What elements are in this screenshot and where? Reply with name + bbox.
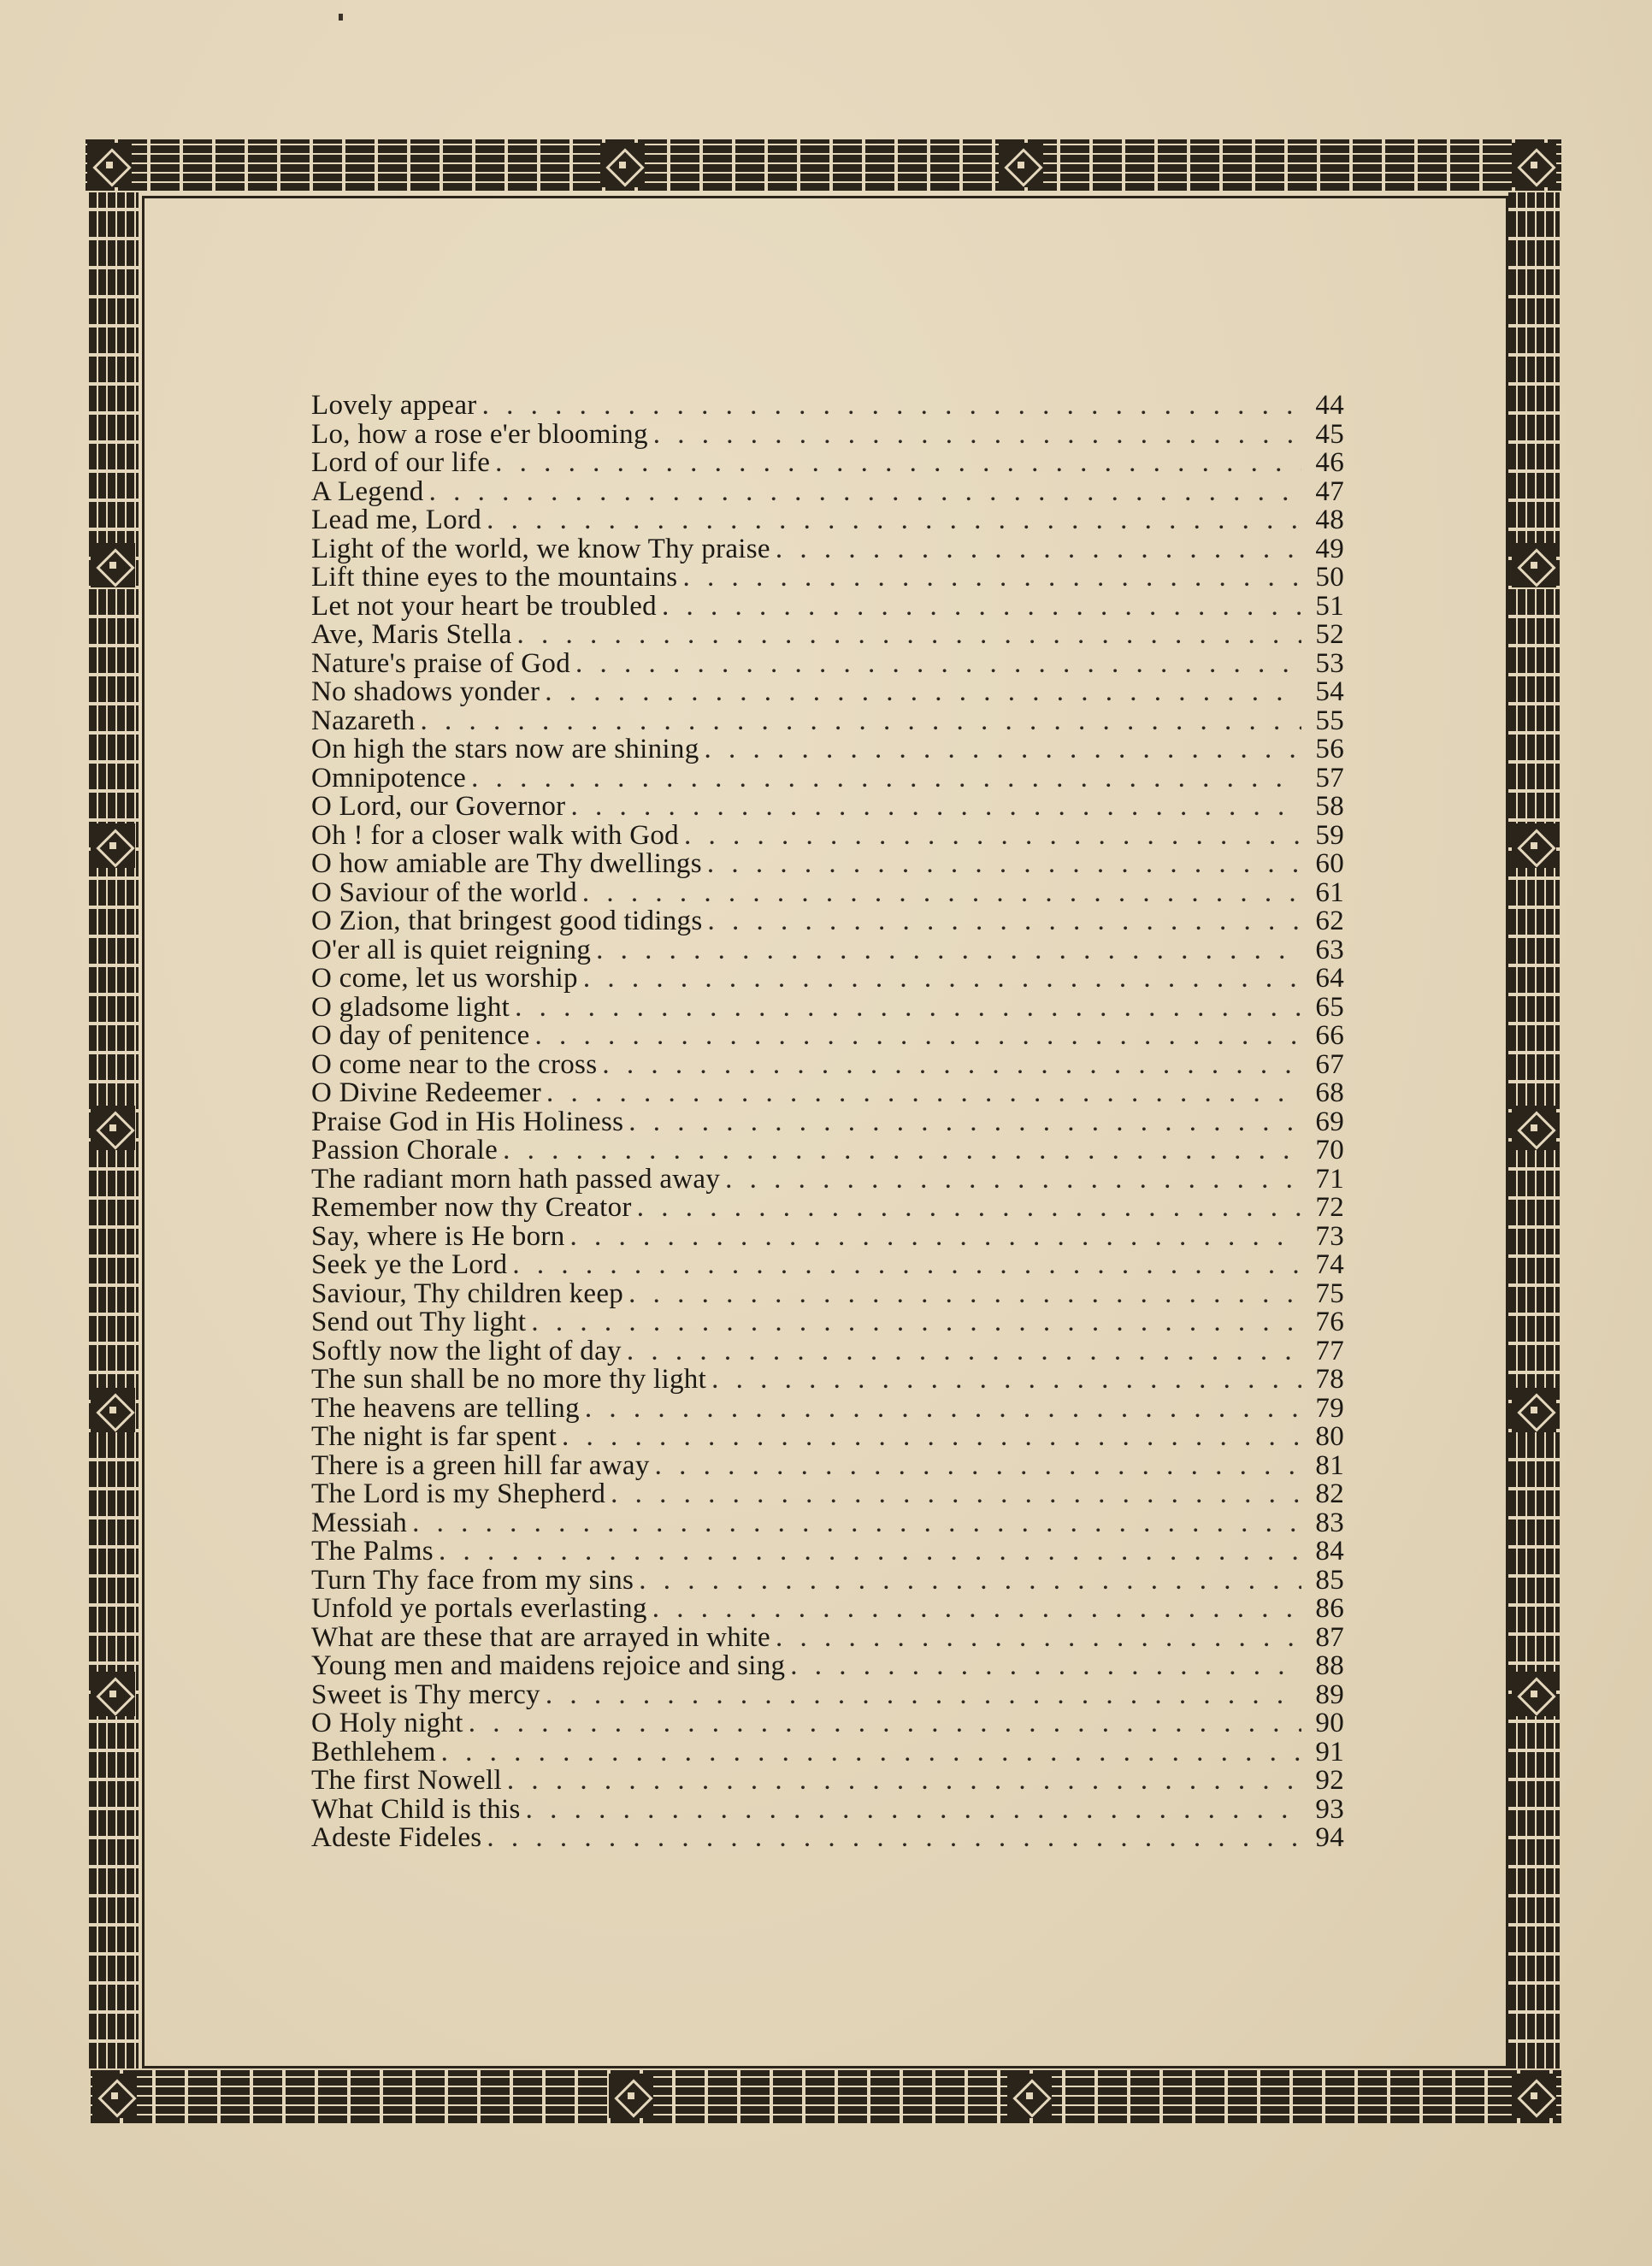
entry-title: On high the stars now are shining xyxy=(311,734,699,764)
dot-leader xyxy=(503,1136,1301,1165)
contents-entry xyxy=(311,707,1344,736)
dot-leader xyxy=(412,1509,1301,1538)
contents-entry xyxy=(311,1621,1344,1653)
entry-page-number: 84 xyxy=(1315,1536,1344,1567)
contents-entry xyxy=(311,819,1344,851)
entry-title: Sweet is Thy mercy xyxy=(311,1679,540,1710)
right-medallion-ornament xyxy=(1512,543,1556,587)
entry-title: Seek ye the Lord xyxy=(311,1249,508,1280)
dot-leader xyxy=(637,1194,1301,1223)
left-medallion-ornament xyxy=(91,1106,135,1150)
dot-leader xyxy=(684,822,1301,851)
entry-title: There is a green hill far away xyxy=(311,1449,650,1481)
entry-title: Lead me, Lord xyxy=(311,505,482,535)
contents-entry xyxy=(311,1366,1344,1395)
dot-leader xyxy=(711,1366,1301,1395)
contents-entry xyxy=(311,590,1344,622)
entry-page-number: 49 xyxy=(1315,533,1344,564)
entry-title: What Child is this xyxy=(311,1793,521,1825)
dot-leader xyxy=(652,1595,1301,1624)
entry-title: O Saviour of the world xyxy=(311,876,577,908)
contents-entry xyxy=(311,1220,1344,1252)
entry-page-number: 88 xyxy=(1315,1650,1344,1681)
contents-entry xyxy=(311,418,1344,450)
left-medallion-ornament xyxy=(91,823,135,868)
corner-ornament-bottom-left xyxy=(92,2074,137,2118)
contents-entry xyxy=(311,1537,1344,1567)
contents-list xyxy=(311,392,1344,1853)
dot-leader xyxy=(628,1280,1301,1309)
dot-leader xyxy=(628,1108,1301,1137)
dot-leader xyxy=(531,1308,1301,1337)
entry-title: Let not your heart be troubled xyxy=(311,590,657,622)
dot-leader xyxy=(487,1824,1301,1853)
entry-title: Passion Chorale xyxy=(311,1135,499,1165)
entry-title: Lo, how a rose e'er blooming xyxy=(311,418,648,450)
entry-page-number: 56 xyxy=(1315,734,1344,764)
entry-title: The Lord is my Shepherd xyxy=(311,1478,606,1509)
contents-entry xyxy=(311,764,1344,794)
contents-entry xyxy=(311,850,1344,879)
entry-page-number: 89 xyxy=(1315,1679,1344,1710)
bottom-medallion-ornament xyxy=(1007,2074,1052,2118)
right-medallion-ornament xyxy=(1512,1388,1556,1432)
entry-title: Adeste Fideles xyxy=(311,1822,482,1853)
entry-title: Lovely appear xyxy=(311,390,477,421)
dot-leader xyxy=(517,621,1301,650)
entry-title: O Zion, that bringest good tidings xyxy=(311,906,703,936)
dot-leader xyxy=(512,1251,1301,1280)
entry-page-number: 86 xyxy=(1315,1593,1344,1624)
entry-page-number: 92 xyxy=(1315,1765,1344,1796)
contents-entry xyxy=(311,1079,1344,1108)
entry-page-number: 79 xyxy=(1315,1392,1344,1424)
entry-title: O come near to the cross xyxy=(311,1048,598,1080)
dot-leader xyxy=(575,650,1301,679)
contents-entry xyxy=(311,1048,1344,1080)
entry-page-number: 94 xyxy=(1315,1822,1344,1853)
entry-title: O'er all is quiet reigning xyxy=(311,934,592,965)
contents-entry xyxy=(311,876,1344,908)
contents-entry xyxy=(311,535,1344,564)
dot-leader xyxy=(776,1624,1301,1653)
contents-entry xyxy=(311,1337,1344,1366)
contents-entry xyxy=(311,564,1344,593)
entry-title: Young men and maidens rejoice and sing xyxy=(311,1650,786,1681)
right-medallion-ornament xyxy=(1512,1106,1556,1150)
border-top-band xyxy=(86,139,1561,191)
entry-page-number: 72 xyxy=(1315,1192,1344,1223)
dot-leader xyxy=(639,1567,1301,1596)
dot-leader xyxy=(515,994,1301,1023)
entry-page-number: 93 xyxy=(1315,1793,1344,1825)
entry-page-number: 74 xyxy=(1315,1249,1344,1280)
dot-leader xyxy=(627,1337,1301,1366)
contents-entry xyxy=(311,1709,1344,1738)
contents-entry xyxy=(311,1308,1344,1337)
entry-page-number: 47 xyxy=(1315,475,1344,507)
entry-title: The night is far spent xyxy=(311,1421,558,1452)
dot-leader xyxy=(545,678,1301,707)
dot-leader xyxy=(495,449,1301,478)
contents-entry xyxy=(311,621,1344,650)
contents-entry xyxy=(311,1767,1344,1796)
stray-mark xyxy=(339,14,343,21)
entry-page-number: 62 xyxy=(1315,906,1344,936)
contents-entry xyxy=(311,1652,1344,1681)
entry-page-number: 91 xyxy=(1315,1736,1344,1767)
dot-leader xyxy=(596,936,1301,965)
entry-title: Turn Thy face from my sins xyxy=(311,1564,634,1596)
dot-leader xyxy=(487,506,1301,535)
left-medallion-ornament xyxy=(91,1388,135,1432)
entry-page-number: 53 xyxy=(1315,647,1344,679)
entry-page-number: 58 xyxy=(1315,791,1344,822)
entry-title: O gladsome light xyxy=(311,991,510,1023)
entry-page-number: 54 xyxy=(1315,676,1344,707)
entry-title: Nazareth xyxy=(311,705,416,736)
contents-entry xyxy=(311,1738,1344,1767)
dot-leader xyxy=(582,879,1301,908)
contents-entry xyxy=(311,1251,1344,1280)
dot-leader xyxy=(420,707,1301,736)
entry-page-number: 87 xyxy=(1315,1621,1344,1653)
entry-title: Say, where is He born xyxy=(311,1220,565,1252)
entry-title: Unfold ye portals everlasting xyxy=(311,1593,647,1624)
contents-entry xyxy=(311,1136,1344,1165)
dot-leader xyxy=(707,850,1301,879)
contents-entry xyxy=(311,1022,1344,1051)
entry-page-number: 66 xyxy=(1315,1020,1344,1051)
entry-page-number: 63 xyxy=(1315,934,1344,965)
entry-title: The sun shall be no more thy light xyxy=(311,1364,707,1395)
entry-page-number: 55 xyxy=(1315,705,1344,736)
contents-entry xyxy=(311,475,1344,507)
entry-page-number: 78 xyxy=(1315,1364,1344,1395)
dot-leader xyxy=(602,1051,1301,1080)
contents-entry xyxy=(311,793,1344,822)
entry-page-number: 65 xyxy=(1315,991,1344,1023)
entry-title: Lift thine eyes to the mountains xyxy=(311,562,678,593)
contents-entry xyxy=(311,1280,1344,1309)
entry-page-number: 57 xyxy=(1315,762,1344,794)
dot-leader xyxy=(546,1079,1301,1108)
contents-entry xyxy=(311,647,1344,679)
dot-leader xyxy=(776,535,1301,564)
entry-page-number: 69 xyxy=(1315,1106,1344,1137)
entry-page-number: 60 xyxy=(1315,848,1344,879)
entry-title: Send out Thy light xyxy=(311,1307,527,1337)
dot-leader xyxy=(585,1395,1301,1424)
dot-leader xyxy=(441,1738,1301,1767)
entry-title: Softly now the light of day xyxy=(311,1335,622,1366)
contents-entry xyxy=(311,1392,1344,1424)
bottom-medallion-ornament xyxy=(609,2074,653,2118)
contents-entry xyxy=(311,1595,1344,1624)
right-medallion-ornament xyxy=(1512,823,1556,868)
entry-title: Messiah xyxy=(311,1507,408,1538)
entry-page-number: 59 xyxy=(1315,819,1344,851)
border-bottom-band xyxy=(91,2070,1561,2123)
entry-title: O how amiable are Thy dwellings xyxy=(311,848,702,879)
entry-page-number: 77 xyxy=(1315,1335,1344,1366)
entry-page-number: 85 xyxy=(1315,1564,1344,1596)
top-medallion-ornament xyxy=(999,143,1043,187)
dot-leader xyxy=(705,735,1302,764)
dot-leader xyxy=(526,1796,1301,1825)
contents-entry xyxy=(311,1165,1344,1195)
entry-title: The radiant morn hath passed away xyxy=(311,1163,721,1195)
entry-page-number: 80 xyxy=(1315,1421,1344,1452)
entry-page-number: 67 xyxy=(1315,1048,1344,1080)
entry-page-number: 50 xyxy=(1315,562,1344,593)
entry-page-number: 71 xyxy=(1315,1163,1344,1195)
entry-page-number: 76 xyxy=(1315,1307,1344,1337)
contents-entry xyxy=(311,936,1344,965)
contents-entry xyxy=(311,1564,1344,1596)
contents-entry xyxy=(311,1681,1344,1710)
entry-title: Oh ! for a closer walk with God xyxy=(311,819,679,851)
entry-page-number: 51 xyxy=(1315,590,1344,622)
entry-title: Ave, Maris Stella xyxy=(311,619,512,650)
dot-leader xyxy=(507,1767,1301,1796)
entry-title: Lord of our life xyxy=(311,447,491,478)
dot-leader xyxy=(655,1452,1301,1481)
entry-page-number: 81 xyxy=(1315,1449,1344,1481)
entry-title: The Palms xyxy=(311,1536,434,1567)
entry-title: Bethlehem xyxy=(311,1736,436,1767)
contents-entry xyxy=(311,392,1344,421)
contents-entry xyxy=(311,449,1344,478)
corner-ornament-top-left xyxy=(87,143,132,187)
entry-title: A Legend xyxy=(311,475,424,507)
contents-entry xyxy=(311,1480,1344,1509)
entry-page-number: 46 xyxy=(1315,447,1344,478)
entry-page-number: 68 xyxy=(1315,1077,1344,1108)
entry-page-number: 64 xyxy=(1315,963,1344,994)
corner-ornament-bottom-right xyxy=(1512,2074,1556,2118)
dot-leader xyxy=(570,1223,1302,1252)
entry-title: O come, let us worship xyxy=(311,963,578,994)
dot-leader xyxy=(790,1652,1301,1681)
top-medallion-ornament xyxy=(600,143,645,187)
contents-entry xyxy=(311,1108,1344,1137)
dot-leader xyxy=(471,764,1301,794)
contents-entry xyxy=(311,506,1344,535)
contents-entry xyxy=(311,1509,1344,1538)
dot-leader xyxy=(725,1165,1301,1195)
entry-page-number: 61 xyxy=(1315,876,1344,908)
entry-page-number: 45 xyxy=(1315,418,1344,450)
contents-entry xyxy=(311,678,1344,707)
dot-leader xyxy=(439,1537,1301,1567)
entry-title: Praise God in His Holiness xyxy=(311,1106,624,1137)
dot-leader xyxy=(662,593,1301,622)
entry-page-number: 48 xyxy=(1315,505,1344,535)
entry-title: The first Nowell xyxy=(311,1765,502,1796)
entry-title: Saviour, Thy children keep xyxy=(311,1278,624,1309)
entry-title: O Holy night xyxy=(311,1708,463,1738)
right-medallion-ornament xyxy=(1512,1672,1556,1716)
entry-title: O Divine Redeemer xyxy=(311,1077,542,1108)
entry-page-number: 75 xyxy=(1315,1278,1344,1309)
entry-title: What are these that are arrayed in white xyxy=(311,1621,770,1653)
left-medallion-ornament xyxy=(91,1672,135,1716)
entry-title: Nature's praise of God xyxy=(311,647,571,679)
contents-entry xyxy=(311,1449,1344,1481)
entry-page-number: 82 xyxy=(1315,1478,1344,1509)
entry-page-number: 52 xyxy=(1315,619,1344,650)
dot-leader xyxy=(653,421,1301,450)
dot-leader xyxy=(570,793,1301,822)
entry-page-number: 70 xyxy=(1315,1135,1344,1165)
entry-title: O Lord, our Governor xyxy=(311,791,566,822)
entry-page-number: 73 xyxy=(1315,1220,1344,1252)
left-medallion-ornament xyxy=(91,543,135,587)
dot-leader xyxy=(469,1709,1301,1738)
dot-leader xyxy=(611,1480,1301,1509)
dot-leader xyxy=(482,392,1301,421)
contents-entry xyxy=(311,907,1344,936)
entry-title: No shadows yonder xyxy=(311,676,540,707)
entry-page-number: 90 xyxy=(1315,1708,1344,1738)
entry-title: O day of penitence xyxy=(311,1020,530,1051)
entry-page-number: 83 xyxy=(1315,1507,1344,1538)
dot-leader xyxy=(562,1423,1301,1452)
entry-title: Remember now thy Creator xyxy=(311,1192,632,1223)
dot-leader xyxy=(708,907,1301,936)
contents-entry xyxy=(311,1824,1344,1853)
contents-entry xyxy=(311,991,1344,1023)
entry-title: The heavens are telling xyxy=(311,1392,580,1424)
dot-leader xyxy=(546,1681,1301,1710)
entry-page-number: 44 xyxy=(1315,390,1344,421)
dot-leader xyxy=(682,564,1301,593)
dot-leader xyxy=(535,1022,1301,1051)
contents-entry xyxy=(311,1423,1344,1452)
entry-title: Light of the world, we know Thy praise xyxy=(311,533,770,564)
contents-entry xyxy=(311,1793,1344,1825)
contents-entry xyxy=(311,965,1344,994)
dot-leader xyxy=(429,478,1301,507)
contents-entry xyxy=(311,735,1344,764)
contents-entry xyxy=(311,1194,1344,1223)
corner-ornament-top-right xyxy=(1512,143,1556,187)
entry-title: Omnipotence xyxy=(311,762,467,794)
dot-leader xyxy=(583,965,1301,994)
